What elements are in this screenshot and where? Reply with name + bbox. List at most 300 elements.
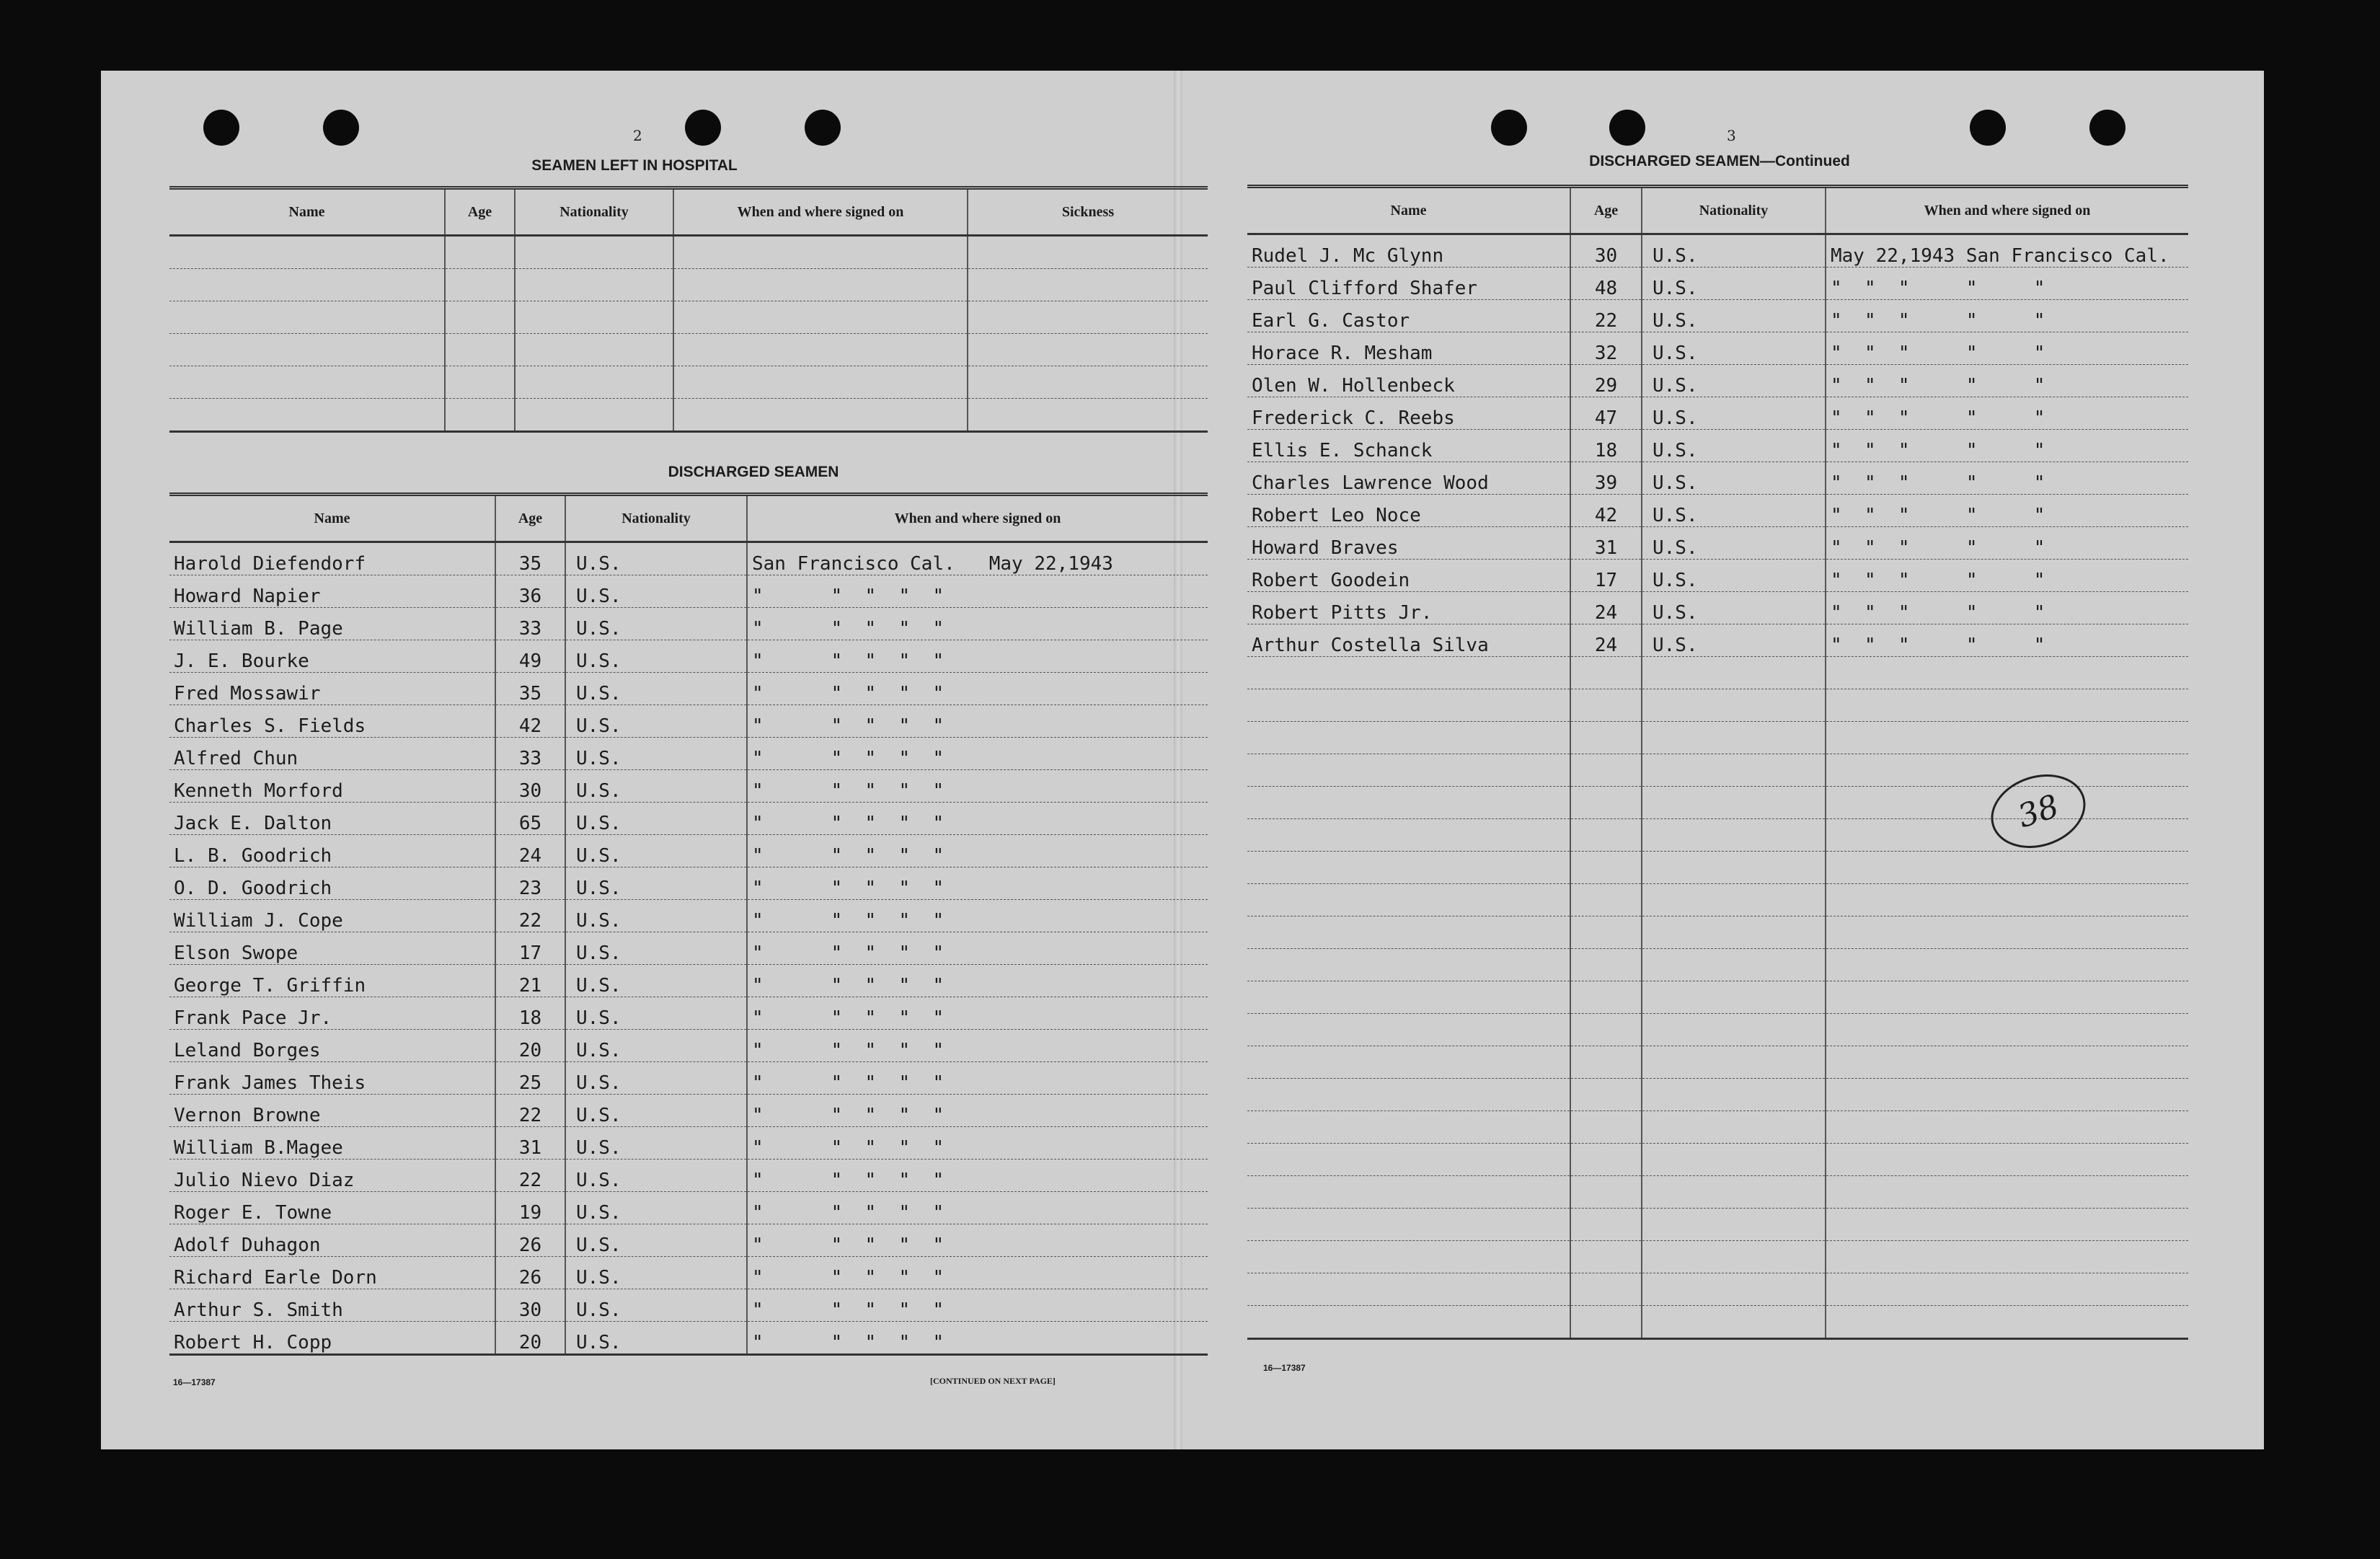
table-cell: [445, 301, 515, 334]
age-cell: 20: [495, 1030, 565, 1062]
nationality-cell: U.S.: [565, 1322, 747, 1355]
document-sheet: [101, 71, 2264, 1449]
table-row: [169, 835, 1208, 867]
column-header: Nationality: [565, 495, 747, 542]
table-cell: [1247, 657, 1570, 689]
nationality-cell: U.S.: [565, 1224, 747, 1257]
table-row: [169, 1030, 1208, 1062]
nationality-cell: U.S.: [565, 997, 747, 1030]
table-cell: [515, 301, 673, 334]
age-cell: 48: [1570, 268, 1642, 300]
table-row: [169, 1062, 1208, 1095]
table-cell: [1826, 689, 2188, 722]
table-row: [169, 1160, 1208, 1192]
name-cell: Arthur Costella Silva: [1247, 624, 1570, 657]
age-cell: 47: [1570, 397, 1642, 430]
signed-on-cell: " " " " ": [1826, 430, 2188, 462]
age-cell: 26: [495, 1257, 565, 1289]
table-cell: [1570, 1176, 1642, 1209]
age-cell: 25: [495, 1062, 565, 1095]
table-cell: [1826, 1014, 2188, 1046]
age-cell: 33: [495, 608, 565, 640]
table-row: [1247, 234, 2188, 268]
table-cell: [1826, 1241, 2188, 1273]
nationality-cell: U.S.: [565, 1257, 747, 1289]
signed-on-cell: " " " " ": [747, 803, 1208, 835]
name-cell: Olen W. Hollenbeck: [1247, 365, 1570, 397]
name-cell: Frederick C. Reebs: [1247, 397, 1570, 430]
signed-on-cell: " " " " ": [747, 705, 1208, 738]
signed-on-cell: " " " " ": [747, 673, 1208, 705]
name-cell: Leland Borges: [169, 1030, 495, 1062]
name-cell: Vernon Browne: [169, 1095, 495, 1127]
table-cell: [1826, 1176, 2188, 1209]
table-row: [1247, 624, 2188, 657]
signed-on-cell: May 22,1943 San Francisco Cal.: [1826, 234, 2188, 268]
signed-on-cell: " " " " ": [747, 575, 1208, 608]
signed-on-cell: " " " " ": [747, 1224, 1208, 1257]
blank-row: [1247, 1176, 2188, 1209]
table-row: [169, 803, 1208, 835]
name-cell: Robert Leo Noce: [1247, 495, 1570, 527]
name-cell: Paul Clifford Shafer: [1247, 268, 1570, 300]
nationality-cell: U.S.: [1642, 332, 1826, 365]
blank-row: [1247, 722, 2188, 754]
table-row: [1247, 268, 2188, 300]
nationality-cell: U.S.: [565, 1192, 747, 1224]
signed-on-cell: " " " " ": [747, 1289, 1208, 1322]
age-cell: 30: [1570, 234, 1642, 268]
table-cell: [1570, 1079, 1642, 1111]
nationality-cell: U.S.: [565, 1030, 747, 1062]
table-row: [169, 705, 1208, 738]
signed-on-cell: " " " " ": [747, 1127, 1208, 1160]
hospital-table: [169, 186, 1208, 433]
nationality-cell: U.S.: [565, 640, 747, 673]
signed-on-cell: " " " " ": [747, 1257, 1208, 1289]
signed-on-cell: " " " " ": [1826, 332, 2188, 365]
age-cell: 23: [495, 867, 565, 900]
table-row: [169, 1224, 1208, 1257]
table-row: [1247, 397, 2188, 430]
table-row: [169, 542, 1208, 575]
blank-row: [1247, 689, 2188, 722]
age-cell: 42: [1570, 495, 1642, 527]
signed-on-cell: " " " " ": [747, 867, 1208, 900]
table-cell: [968, 236, 1208, 269]
table-cell: [1570, 754, 1642, 787]
blank-row: [1247, 949, 2188, 981]
name-cell: Alfred Chun: [169, 738, 495, 770]
table-cell: [1642, 917, 1826, 949]
table-cell: [1642, 1273, 1826, 1306]
nationality-cell: U.S.: [1642, 430, 1826, 462]
table-cell: [1570, 689, 1642, 722]
blank-row: [1247, 1046, 2188, 1079]
table-cell: [445, 269, 515, 301]
page-number-left: 2: [633, 127, 642, 144]
table-row: [169, 1127, 1208, 1160]
table-cell: [445, 334, 515, 366]
table-row: [1247, 365, 2188, 397]
discharged-table: [169, 493, 1208, 1356]
nationality-cell: U.S.: [1642, 592, 1826, 624]
nationality-cell: U.S.: [1642, 234, 1826, 268]
column-header: Name: [1247, 187, 1570, 234]
table-row: [1247, 430, 2188, 462]
signed-on-cell: " " " " ": [747, 1062, 1208, 1095]
punch-hole: [685, 110, 721, 146]
column-header: Age: [445, 188, 515, 236]
page-number-right: 3: [1727, 127, 1736, 144]
table-cell: [1642, 1014, 1826, 1046]
name-cell: Jack E. Dalton: [169, 803, 495, 835]
blank-row: [1247, 1144, 2188, 1176]
blank-row: [1247, 1306, 2188, 1339]
table-cell: [1570, 1046, 1642, 1079]
table-cell: [169, 366, 445, 399]
table-cell: [1826, 754, 2188, 787]
table-row: [169, 770, 1208, 803]
signed-on-cell: " " " " ": [747, 932, 1208, 965]
blank-row: [1247, 852, 2188, 884]
age-cell: 22: [495, 1160, 565, 1192]
name-cell: George T. Griffin: [169, 965, 495, 997]
table-cell: [673, 269, 968, 301]
table-cell: [673, 236, 968, 269]
name-cell: Julio Nievo Diaz: [169, 1160, 495, 1192]
table-cell: [1570, 1111, 1642, 1144]
blank-row: [1247, 1079, 2188, 1111]
table-cell: [1247, 819, 1570, 852]
name-cell: Robert H. Copp: [169, 1322, 495, 1355]
column-header: When and where signed on: [673, 188, 968, 236]
table-cell: [1570, 787, 1642, 819]
nationality-cell: U.S.: [565, 575, 747, 608]
table-row: [1247, 332, 2188, 365]
age-cell: 24: [1570, 592, 1642, 624]
signed-on-cell: " " " " ": [747, 1192, 1208, 1224]
table-cell: [1826, 722, 2188, 754]
nationality-cell: U.S.: [1642, 268, 1826, 300]
signed-on-cell: " " " " ": [747, 1030, 1208, 1062]
name-cell: Richard Earle Dorn: [169, 1257, 495, 1289]
nationality-cell: U.S.: [565, 1160, 747, 1192]
table-cell: [515, 366, 673, 399]
blank-row: [1247, 1273, 2188, 1306]
nationality-cell: U.S.: [565, 965, 747, 997]
blank-row: [1247, 884, 2188, 917]
age-cell: 31: [495, 1127, 565, 1160]
name-cell: William J. Cope: [169, 900, 495, 932]
table-row: [169, 366, 1208, 399]
table-cell: [1570, 1241, 1642, 1273]
table-cell: [1642, 1241, 1826, 1273]
nationality-cell: U.S.: [565, 835, 747, 867]
table-cell: [445, 399, 515, 432]
nationality-cell: U.S.: [1642, 560, 1826, 592]
signed-on-cell: " " " " ": [747, 835, 1208, 867]
table-cell: [1642, 754, 1826, 787]
table-row: [169, 867, 1208, 900]
table-cell: [1642, 722, 1826, 754]
age-cell: 26: [495, 1224, 565, 1257]
nationality-cell: U.S.: [565, 738, 747, 770]
name-cell: O. D. Goodrich: [169, 867, 495, 900]
discharged-continued-title: DISCHARGED SEAMEN—Continued: [1589, 153, 1850, 169]
table-row: [169, 236, 1208, 269]
signed-on-cell: " " " " ": [1826, 462, 2188, 495]
table-cell: [968, 269, 1208, 301]
table-cell: [515, 269, 673, 301]
table-row: [169, 1322, 1208, 1355]
table-cell: [1570, 1209, 1642, 1241]
age-cell: 31: [1570, 527, 1642, 560]
table-cell: [1642, 1209, 1826, 1241]
table-row: [169, 673, 1208, 705]
nationality-cell: U.S.: [565, 673, 747, 705]
table-cell: [1642, 1111, 1826, 1144]
name-cell: Howard Braves: [1247, 527, 1570, 560]
table-row: [169, 399, 1208, 432]
table-cell: [1826, 1144, 2188, 1176]
nationality-cell: U.S.: [565, 770, 747, 803]
age-cell: 20: [495, 1322, 565, 1355]
table-cell: [445, 366, 515, 399]
table-row: [1247, 592, 2188, 624]
table-cell: [1642, 787, 1826, 819]
age-cell: 22: [495, 900, 565, 932]
discharged-section-title: DISCHARGED SEAMEN: [668, 464, 839, 480]
name-cell: Kenneth Morford: [169, 770, 495, 803]
name-cell: Horace R. Mesham: [1247, 332, 1570, 365]
nationality-cell: U.S.: [1642, 527, 1826, 560]
table-cell: [1826, 1306, 2188, 1339]
table-cell: [1247, 1209, 1570, 1241]
age-cell: 30: [495, 1289, 565, 1322]
name-cell: Ellis E. Schanck: [1247, 430, 1570, 462]
table-cell: [1247, 722, 1570, 754]
table-cell: [1642, 1046, 1826, 1079]
age-cell: 18: [495, 997, 565, 1030]
punch-hole: [2089, 110, 2125, 146]
table-cell: [1247, 1014, 1570, 1046]
table-cell: [169, 301, 445, 334]
nationality-cell: U.S.: [565, 867, 747, 900]
table-cell: [1570, 1306, 1642, 1339]
age-cell: 35: [495, 542, 565, 575]
signed-on-cell: " " " " ": [1826, 397, 2188, 430]
name-cell: Frank Pace Jr.: [169, 997, 495, 1030]
signed-on-cell: " " " " ": [1826, 560, 2188, 592]
age-cell: 17: [495, 932, 565, 965]
table-row: [169, 997, 1208, 1030]
table-cell: [1247, 787, 1570, 819]
punch-hole: [805, 110, 841, 146]
table-cell: [1247, 917, 1570, 949]
table-cell: [1570, 722, 1642, 754]
table-cell: [515, 399, 673, 432]
nationality-cell: U.S.: [565, 803, 747, 835]
signed-on-cell: " " " " ": [747, 738, 1208, 770]
punch-hole: [1609, 110, 1645, 146]
table-cell: [673, 334, 968, 366]
name-cell: Robert Goodein: [1247, 560, 1570, 592]
column-header: Nationality: [515, 188, 673, 236]
name-cell: Fred Mossawir: [169, 673, 495, 705]
signed-on-cell: " " " " ": [747, 1095, 1208, 1127]
continued-note: [CONTINUED ON NEXT PAGE]: [930, 1376, 1056, 1386]
table-row: [169, 1095, 1208, 1127]
table-row: [169, 900, 1208, 932]
table-cell: [1247, 689, 1570, 722]
age-cell: 21: [495, 965, 565, 997]
signed-on-cell: " " " " ": [747, 608, 1208, 640]
nationality-cell: U.S.: [565, 705, 747, 738]
table-cell: [1642, 689, 1826, 722]
name-cell: Charles Lawrence Wood: [1247, 462, 1570, 495]
age-cell: 32: [1570, 332, 1642, 365]
table-cell: [1247, 1306, 1570, 1339]
table-cell: [1247, 1046, 1570, 1079]
blank-row: [1247, 1241, 2188, 1273]
table-cell: [169, 269, 445, 301]
name-cell: Roger E. Towne: [169, 1192, 495, 1224]
nationality-cell: U.S.: [1642, 624, 1826, 657]
age-cell: 35: [495, 673, 565, 705]
table-cell: [1826, 884, 2188, 917]
table-cell: [1247, 981, 1570, 1014]
table-row: [169, 1192, 1208, 1224]
nationality-cell: U.S.: [565, 932, 747, 965]
nationality-cell: U.S.: [565, 542, 747, 575]
age-cell: 19: [495, 1192, 565, 1224]
table-cell: [1826, 852, 2188, 884]
age-cell: 49: [495, 640, 565, 673]
table-row: [169, 640, 1208, 673]
name-cell: William B. Page: [169, 608, 495, 640]
discharged-continued-table: [1247, 185, 2188, 1340]
age-cell: 33: [495, 738, 565, 770]
table-cell: [968, 399, 1208, 432]
signed-on-cell: " " " " ": [747, 1160, 1208, 1192]
nationality-cell: U.S.: [1642, 495, 1826, 527]
blank-row: [1247, 657, 2188, 689]
table-row: [169, 575, 1208, 608]
column-header: Name: [169, 495, 495, 542]
name-cell: L. B. Goodrich: [169, 835, 495, 867]
table-cell: [1642, 884, 1826, 917]
table-cell: [673, 366, 968, 399]
blank-row: [1247, 1111, 2188, 1144]
table-cell: [1570, 917, 1642, 949]
column-header: When and where signed on: [747, 495, 1208, 542]
table-cell: [673, 301, 968, 334]
signed-on-cell: " " " " ": [747, 1322, 1208, 1355]
table-cell: [169, 334, 445, 366]
signed-on-cell: " " " " ": [1826, 592, 2188, 624]
signed-on-cell: " " " " ": [747, 770, 1208, 803]
table-cell: [1642, 981, 1826, 1014]
age-cell: 29: [1570, 365, 1642, 397]
table-row: [1247, 495, 2188, 527]
nationality-cell: U.S.: [565, 608, 747, 640]
blank-row: [1247, 917, 2188, 949]
punch-hole: [1491, 110, 1527, 146]
table-cell: [1826, 1046, 2188, 1079]
column-header: When and where signed on: [1826, 187, 2188, 234]
nationality-cell: U.S.: [565, 1289, 747, 1322]
table-cell: [1570, 884, 1642, 917]
hospital-section-title: SEAMEN LEFT IN HOSPITAL: [531, 157, 738, 174]
age-cell: 30: [495, 770, 565, 803]
nationality-cell: U.S.: [565, 1095, 747, 1127]
table-cell: [1826, 1079, 2188, 1111]
table-row: [1247, 560, 2188, 592]
age-cell: 24: [495, 835, 565, 867]
table-row: [169, 932, 1208, 965]
age-cell: 39: [1570, 462, 1642, 495]
table-cell: [1247, 884, 1570, 917]
table-cell: [1247, 1273, 1570, 1306]
nationality-cell: U.S.: [1642, 365, 1826, 397]
table-cell: [1247, 1111, 1570, 1144]
name-cell: Earl G. Castor: [1247, 300, 1570, 332]
table-cell: [515, 236, 673, 269]
table-cell: [673, 399, 968, 432]
table-cell: [1247, 852, 1570, 884]
table-cell: [1570, 949, 1642, 981]
table-cell: [1570, 1273, 1642, 1306]
name-cell: Harold Diefendorf: [169, 542, 495, 575]
name-cell: Adolf Duhagon: [169, 1224, 495, 1257]
signed-on-cell: San Francisco Cal. May 22,1943: [747, 542, 1208, 575]
table-cell: [1247, 754, 1570, 787]
table-cell: [1642, 949, 1826, 981]
nationality-cell: U.S.: [565, 1127, 747, 1160]
signed-on-cell: " " " " ": [1826, 268, 2188, 300]
table-cell: [1826, 949, 2188, 981]
nationality-cell: U.S.: [1642, 300, 1826, 332]
age-cell: 36: [495, 575, 565, 608]
column-header: Age: [1570, 187, 1642, 234]
name-cell: Rudel J. Mc Glynn: [1247, 234, 1570, 268]
table-row: [1247, 527, 2188, 560]
name-cell: Frank James Theis: [169, 1062, 495, 1095]
table-cell: [968, 334, 1208, 366]
table-cell: [445, 236, 515, 269]
signed-on-cell: " " " " ": [747, 900, 1208, 932]
table-row: [169, 608, 1208, 640]
age-cell: 17: [1570, 560, 1642, 592]
punch-hole: [323, 110, 359, 146]
handwritten-circled-number: 38: [1981, 763, 2095, 860]
column-header: Sickness: [968, 188, 1208, 236]
table-cell: [1247, 949, 1570, 981]
signed-on-cell: " " " " ": [1826, 365, 2188, 397]
table-cell: [1642, 1079, 1826, 1111]
column-header: Name: [169, 188, 445, 236]
table-cell: [515, 334, 673, 366]
name-cell: Robert Pitts Jr.: [1247, 592, 1570, 624]
signed-on-cell: " " " " ": [747, 997, 1208, 1030]
table-row: [169, 738, 1208, 770]
table-cell: [1247, 1241, 1570, 1273]
table-row: [1247, 462, 2188, 495]
signed-on-cell: " " " " ": [1826, 527, 2188, 560]
column-header: Nationality: [1642, 187, 1826, 234]
name-cell: William B.Magee: [169, 1127, 495, 1160]
